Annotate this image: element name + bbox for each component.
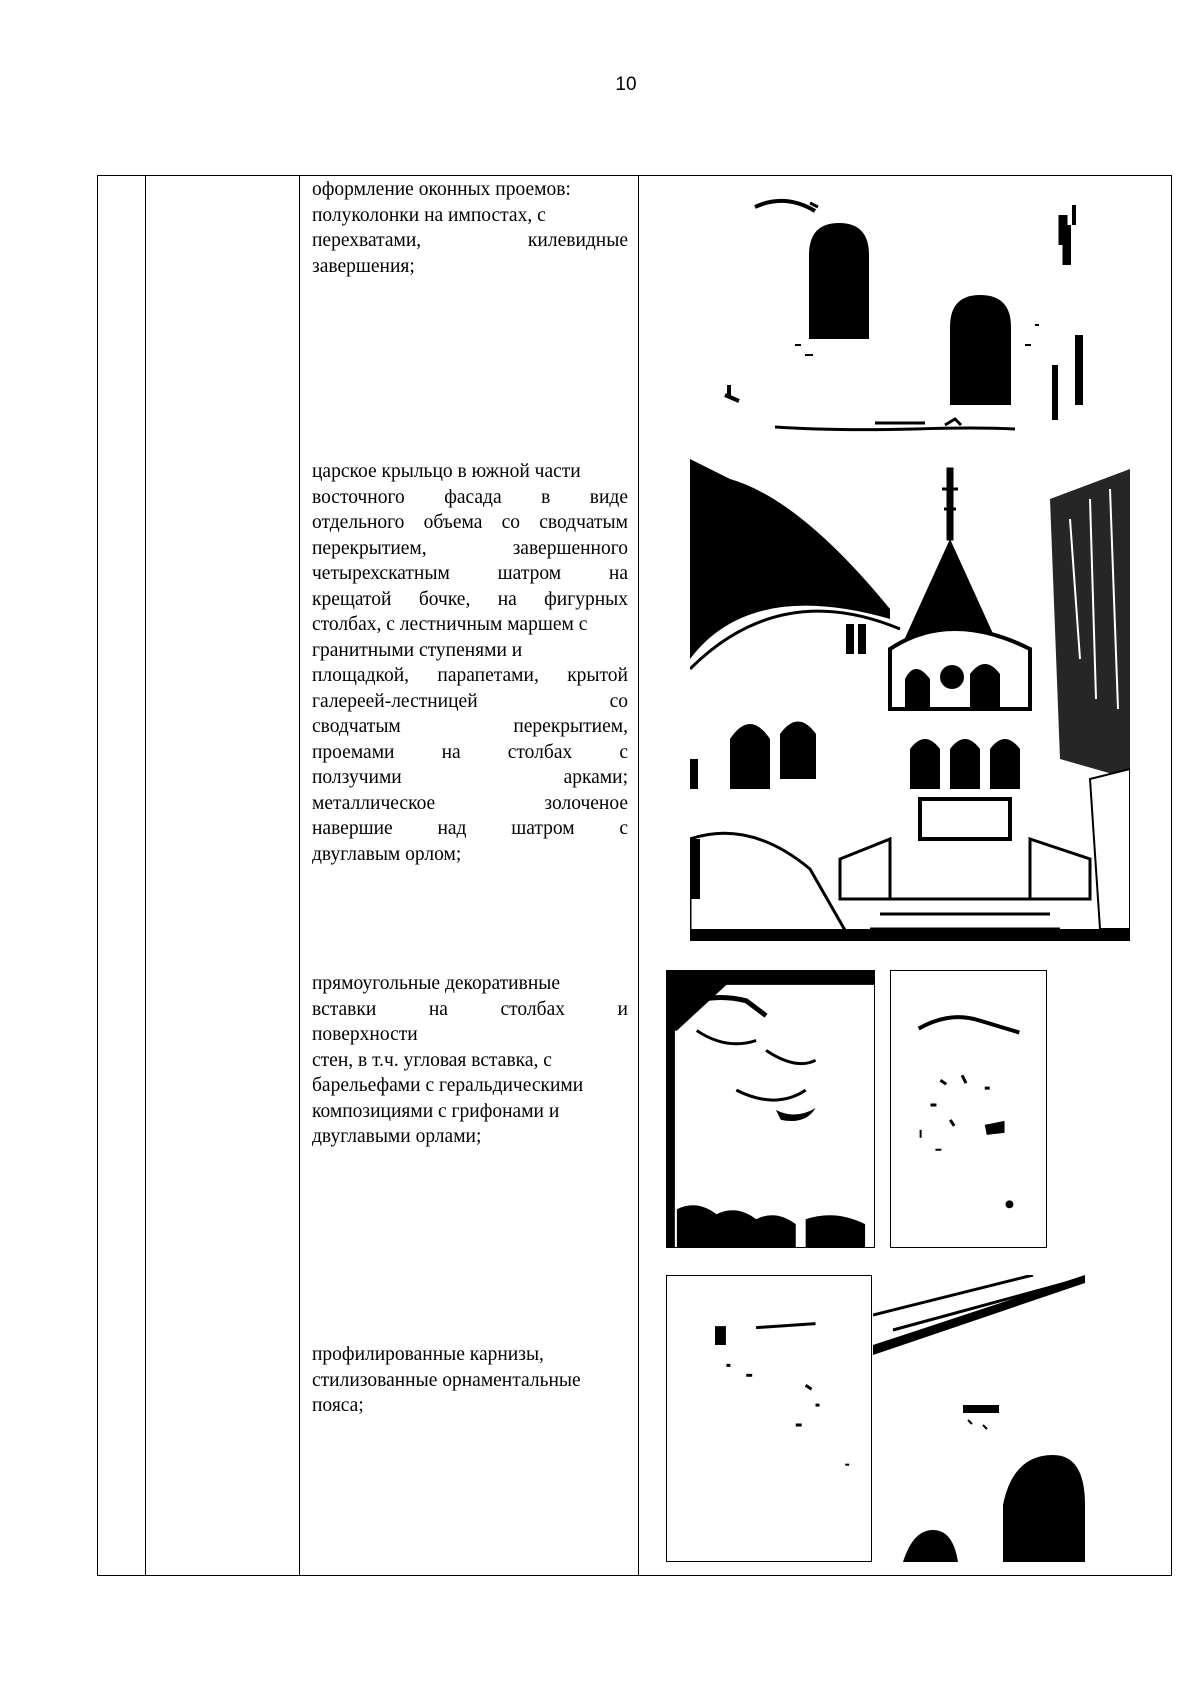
corner-insert-photo <box>666 970 875 1248</box>
arched-windows-photo <box>715 195 1093 435</box>
royal-porch-photo <box>690 459 1130 941</box>
profiled-cornice-photo <box>873 1275 1085 1562</box>
page-number: 10 <box>615 74 637 95</box>
column-divider-3 <box>638 176 639 1575</box>
bas-relief-insert-photo <box>890 970 1047 1248</box>
ornamental-belt-photo <box>666 1275 872 1562</box>
feature-description-cornices: профилированные карнизы, стилизованные орнаментальные пояса; <box>312 1344 581 1416</box>
column-divider-1 <box>145 176 146 1575</box>
column-divider-2 <box>299 176 300 1575</box>
feature-description-royal-porch: царское крыльцо в южной части восточного фасада в виде отдельного объема со сводчатым перекрытием, завершенного четырехскатным шатром на крещатой бочке, на фигурных столбах, с лестничным маршем с гранитными ступенями и площадкой, парапетами, крытой галереей-лестницей со сводчатым перекрытием, проемами на столбах с ползучими арками; металлическое золоченое навершие над шатром с двуглавым орлом; <box>312 461 628 865</box>
feature-description-decorative-inserts: прямоугольные декоративные вставки на столбах и поверхности стен, в т.ч. угловая вставка, с барельефами с геральдическими композициями с грифонами и двуглавыми орлами; <box>312 973 628 1147</box>
feature-description-windows: оформление оконных проемов: полуколонки на импостах, с перехватами, килевидные завершения; <box>312 179 628 277</box>
